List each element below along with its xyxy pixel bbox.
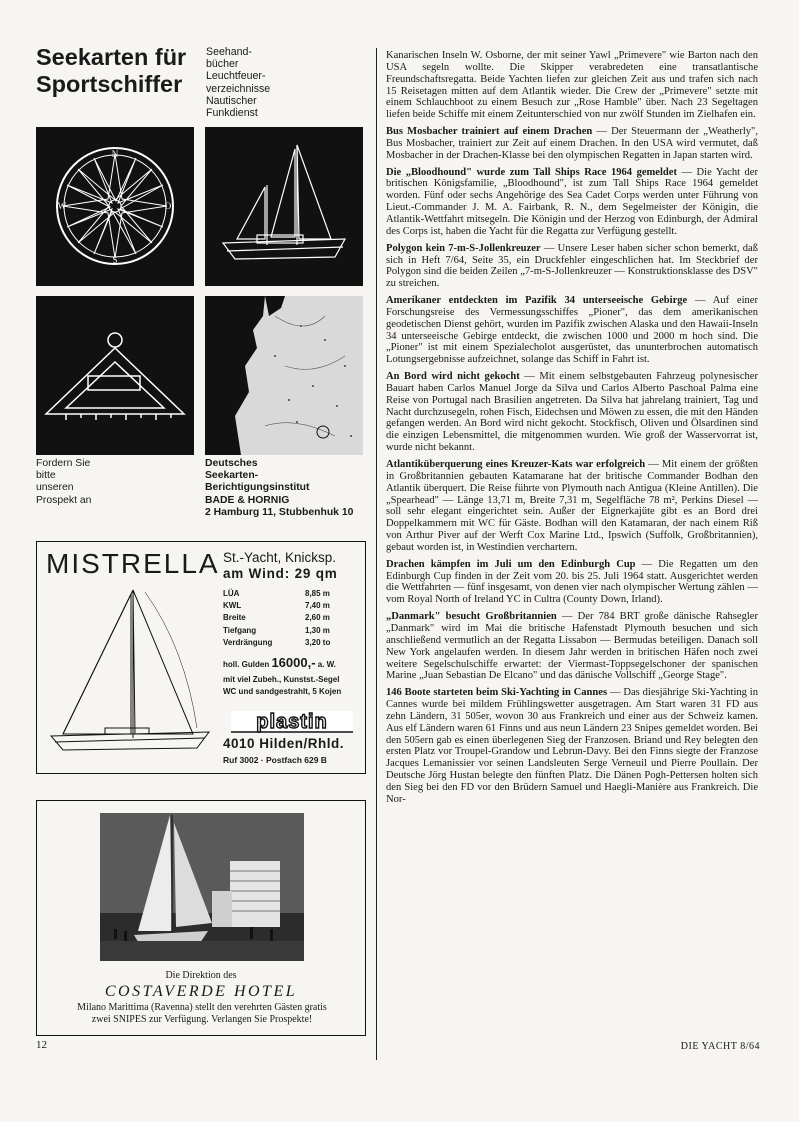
spec-value: 3,20 to — [305, 637, 331, 647]
spec-value: 8,85 m — [305, 589, 330, 598]
spec-value: 2,60 m — [305, 613, 330, 623]
spec-row — [223, 588, 359, 600]
compass-letter-o: O — [164, 201, 172, 211]
product-line: Leuchtfeuer- — [206, 70, 266, 83]
news-headline: Polygon kein 7-m-S-Jollenkreuzer — [386, 242, 541, 254]
news-headline: Bus Mosbacher trainiert auf einem Drachen — [386, 126, 593, 138]
product-line: bücher — [206, 58, 239, 71]
extras-line: WC und sandgestrahlt, 5 Kojen — [223, 686, 342, 696]
headline-line-1: St.-Yacht, Knicksp. — [223, 550, 337, 565]
address-line: Berichtigungsinstitut — [205, 482, 310, 494]
address-line: 2 Hamburg 11, Stubbenhuk 10 — [205, 506, 354, 518]
product-line: verzeichnisse — [206, 82, 271, 95]
article-paragraph: Kanarischen Inseln W. Osborne, der mit seiner Yawl „Primevere" wie Barton nach den USA segeln wollte. Die Skipper verabredeten eine transatlantische Freundschaftsregatta. Beide Yachten liefen zur gleichen Zeit aus und trafen sich nach 15 Reisetagen mitten auf dem Atlantik wieder. Die Crew der „Primevere" setzte mit einem Schlauchboot zu einem Besuch zur „Rose Hamble" über. Nach 23 Segeltagen liefen beide Schiffe mit einem Zeitunterschied von nur zwölf Stunden im Zielhafen ein. — [386, 50, 758, 121]
product-line: Funkdienst — [206, 107, 258, 120]
spec-label: KWL — [223, 601, 242, 611]
address-line: Seekarten- — [205, 470, 259, 482]
news-body: — Unsere Leser haben sicher schon bemerkt, daß sich in Heft 7/64, Seite 35, ein Druckfehler eingeschlichen hat. Im Steckbrief der Polygon sind die beiden Zeilen „7-m-S-Jollenkreuzer — Konstruktionsklasse des DSV" zu streichen. — [386, 242, 759, 290]
nautical-chart-image — [205, 296, 363, 455]
journal-issue-footer: DIE YACHT 8/64 — [680, 1041, 760, 1052]
news-body: — Mit einem selbstgebauten Fahrzeug polynesischer Bauart haben Carlos Manuel Jorge da Silva und Carlos Alberto Paschoal Palma eine Reise von Portugal nach Brasilien angetreten. Da Silva hat jahrelang trainiert, Tag und Nacht durchzusegeln, rohen Fisch, Eidechsen und Möwen zu essen, die mit den Händen gefangen werden. An Bord wird nicht gekocht. Stockfisch, Oliven und Ölsardinen sind die einzigen Lebensmittel, die mitgenommen wurden. Wie groß der Wasservorrat ist, wurde nicht bekannt. — [386, 371, 758, 454]
seekarten-address — [205, 458, 370, 519]
product-line: Nautischer — [206, 94, 257, 107]
plastin-logo-text: plastin — [256, 711, 328, 733]
mistrella-spec-table — [223, 588, 359, 649]
headline-line-2: am Wind: 29 qm — [223, 566, 338, 581]
news-item — [386, 611, 758, 682]
address-line: BADE & HORNIG — [205, 494, 290, 506]
mistrella-brand-name: MISTRELLA — [46, 548, 220, 579]
spec-value: 7,40 m — [305, 601, 330, 611]
extras-line: mit viel Zubeh., Kunstst.-Segel — [223, 675, 340, 684]
news-item — [386, 295, 758, 366]
news-body: — Der 784 BRT große dänische Rahsegler „Danmark" wird im Mai die britische Hafenstadt Plymouth besuchen und sich anschließend vermutlich an der Regatta Lissabon — Bermudas beteiligen. Danach soll New York angelaufen werden. In diesem Jahr werden in britischen Häfen noch zwei weitere Segelschulschiffe erwartet: der Viermast-Toppsegelschoner der spanischen Marine „Juan Sebastian De Elcano" und das dänische Vollschiff „George Stage". — [386, 611, 758, 682]
beach-sailboat-photo — [100, 813, 304, 961]
news-item — [386, 559, 758, 606]
news-item — [386, 371, 758, 454]
news-item — [386, 167, 758, 238]
news-item — [386, 243, 758, 290]
mistrella-city: 4010 Hilden/Rhld. — [223, 736, 345, 751]
news-body: — Der Steuermann der „Weatherly", Bus Mosbacher, trainiert zur Zeit auf einem Drachen. In den USA wird vermutet, daß Mosbacher in der Drachen-Klasse bei den olympischen Regatten in Japan starten wird. — [386, 126, 758, 161]
address-line: Deutsches — [205, 458, 258, 469]
request-line: Prospekt an — [36, 494, 92, 506]
seekarten-request-text — [36, 458, 186, 507]
column-divider — [376, 48, 377, 1060]
compass-rose-image — [36, 127, 194, 286]
mistrella-advertisement — [36, 541, 366, 774]
news-headline: Atlantiküberquerung eines Kreuzer-Kats war erfolgreich — [386, 459, 646, 470]
article-column — [386, 50, 758, 811]
mistrella-phone: Ruf 3002 · Postfach 629 B — [223, 755, 327, 765]
news-body: — Mit einem der größten in Großbritannien gebauten Katamarane hat der britische Commander Bodhan den Atlantik überquert. Die Reise führte von Plymouth nach Antigua (Kleine Antillen). Die „Spearhead" — Länge 13,71 m, Breite 7,31 m, Segelfläche 78 m², Perkins Diesel — soll sehr elegant eingerichtet sein. Außer der Eignerkajüte gibt es an Bord drei Doppelkammern mit WC für Gäste. Bodhan will den Katamaran, der nach einem Riß von Arthur Piver auf der Werft Cox Marine Ltd., Ipswich (Suffolk, Großbritannien), gebaut worden ist, in Westindien verchartern. — [386, 459, 758, 553]
price-suffix: a. W. — [317, 660, 337, 669]
costaverde-hotel-name: COSTAVERDE HOTEL — [104, 983, 298, 1000]
mistrella-price — [223, 656, 363, 672]
mistrella-sailboat-drawing — [45, 588, 215, 758]
description-line: Milano Marittima (Ravenna) stellt den verehrten Gästen gratis — [77, 1002, 327, 1013]
mistrella-headline — [223, 550, 363, 582]
compass-letter-s: S — [112, 255, 118, 265]
news-item — [386, 126, 758, 162]
sailing-yacht-drawing — [205, 127, 363, 286]
news-body: — Die Yacht der britischen Königsfamilie, „Bloodhound", ist zum Tall Ships Race 1964 gemeldet worden. Fünf oder sechs Angehörige des Sea Cadet Corps werden unter Führung von Lieut.-Commander J. M. A. Fairbank, R. N., dem Segelmeister der Königin, die Atlantik-Wettfahrt mitsegeln. Die Königin und der Herzog von Edinburgh, der Admiral des Corps ist, haben die Yacht für die Regatta zur Verfügung gestellt. — [386, 166, 758, 237]
price-prefix: holl. Gulden — [223, 660, 270, 669]
description-line: zwei SNIPES zur Verfügung. Verlangen Sie Prospekte! — [91, 1014, 313, 1026]
spec-row — [223, 625, 359, 637]
news-headline: An Bord wird nicht gekocht — [386, 371, 520, 383]
news-item — [386, 687, 758, 805]
news-headline: Amerikaner entdeckten im Pazifik 34 unterseeische Gebirge — [386, 295, 688, 307]
costaverde-intro: Die Direktion des — [165, 970, 237, 981]
news-body: — Das diesjährige Ski-Yachting in Cannes wurde bei mildem Frühlingswetter ausgetragen. Am Start waren 31 FD aus zehn Ländern, 31 505er, wovon 30 aus Frankreich und einer aus der Schweiz kamen. Aus elf Ländern waren 61 Finns und aus neun Ländern 23 Snipes gemeldet worden. Bei den 505ern gab es einen überlegenen Sieg der Franzosen. Briand und Rey belegten den ersten Platz vor Troupel-Grandow und Lebrun-Davy. Bei den Finns siegte der Franzose Jacques Lemanissier vor seinen Landsleuten Serge Verneuil und Pierre Poullain. Der Deutsche Jörg Hustan belegte den fünften Platz. Die Dänen Pogh-Pettersen holten sich den Sieg bei den FD vor den Brüdern Samuel und Haegli-Manière aus Frankreich. Die Nor- — [386, 687, 758, 805]
product-line: Seehand- — [206, 46, 252, 58]
costaverde-description — [43, 1002, 361, 1026]
request-line: unseren — [36, 482, 74, 494]
spec-row — [223, 637, 359, 649]
spec-label: Tiefgang — [223, 625, 257, 635]
seekarten-ad-title: Seekarten für Sportschiffer — [36, 44, 187, 97]
spec-label: LÜA — [223, 589, 240, 598]
spec-label: Breite — [223, 613, 246, 623]
news-headline: Die „Bloodhound" wurde zum Tall Ships Race 1964 gemeldet — [386, 166, 677, 178]
request-line: bitte — [36, 470, 56, 482]
costaverde-hotel-advertisement — [36, 800, 366, 1036]
seekarten-product-list — [206, 46, 356, 119]
spec-row — [223, 600, 359, 612]
spec-row — [223, 612, 359, 624]
price-amount: 16000,- — [271, 655, 316, 670]
news-headline: „Danmark" besucht Großbritannien — [386, 611, 557, 623]
news-headline: Drachen kämpfen im Juli um den Edinburgh Cup — [386, 558, 636, 570]
news-item — [386, 459, 758, 554]
chart-triangle-protractor-image — [36, 296, 194, 455]
spec-value: 1,30 m — [305, 625, 330, 635]
page-number: 12 — [36, 1039, 47, 1051]
news-headline: 146 Boote starteten beim Ski-Yachting in Cannes — [386, 687, 608, 699]
news-body: — Die Regatten um den Edinburgh Cup finden in der Zeit vom 20. bis 25. Juli 1964 statt. Ausgerichtet werden die Wettfahrten — fünf insgesamt, von denen vier nach olympischer Wertung zählen — vom Royal North of Ireland YC in Cultra (County Down, Irland). — [386, 558, 758, 606]
compass-letter-n: N — [111, 149, 119, 159]
mistrella-extras — [223, 674, 363, 697]
compass-letter-w: W — [57, 201, 67, 211]
spec-label: Verdrängung — [223, 637, 273, 647]
plastin-logo — [231, 711, 353, 733]
request-line: Fordern Sie — [36, 458, 91, 469]
news-body: — Auf einer Forschungsreise des Vermessungsschiffes „Pioner", das dem amerikanischen geodetischen Dienst gehört, wurden im Pazifik zwischen Alaska und den Hawaii-Inseln 34 unterseeische Gebirge entdeckt, die zwischen 1000 und 2000 m hoch sind. Die „Pioner" ist mit einem Spezialecholot ausgerüstet, das ununterbrochen automatisch Lotungsergebnisse aufzeichnet, solange das Schiff in Fahrt ist. — [386, 295, 758, 366]
